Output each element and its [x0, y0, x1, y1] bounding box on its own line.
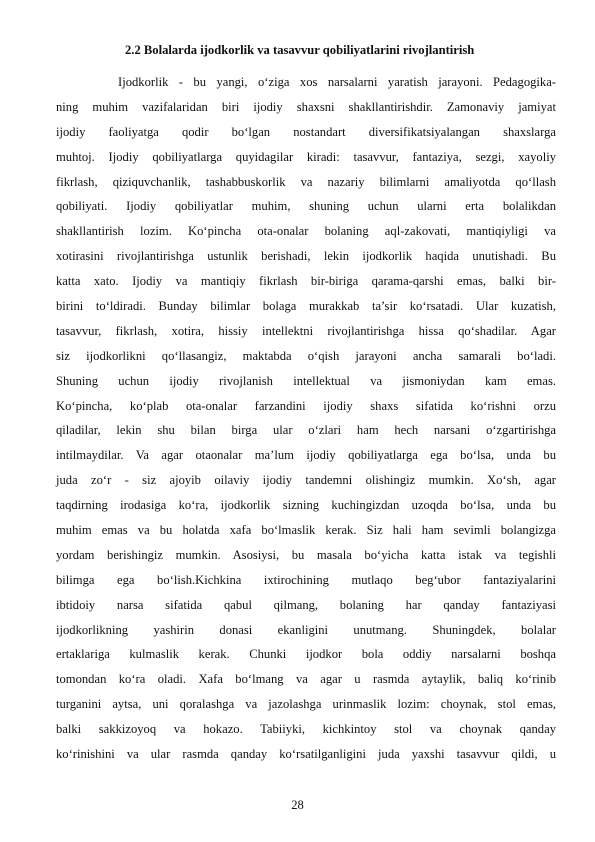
text-line: siz ijodkorlikni qo‘llasangiz, maktabda o‘qish jarayoni ancha samarali bo‘ladi. — [56, 348, 556, 363]
text-line: katta xato. Ijodiy va mantiqiy fikrlash bir-biriga qarama-qarshi emas, balki bir- — [56, 274, 556, 289]
text-line: bilimga ega bo‘lish.Kichkina ixtirochining mutlaqo beg‘ubor fantaziyalarini — [56, 572, 556, 587]
text-line: ijodkorlikning yashirin donasi ekanligini unutmang. Shuningdek, bolalar — [56, 622, 556, 637]
text-line: intilmaydilar. Va agar otaonalar ma’lum ijodiy qobiliyatlarga ega bo‘lsa, unda bu — [56, 448, 556, 463]
text-line: yordam berishingiz mumkin. Asosiysi, bu masala bo‘yicha katta istak va tegishli — [56, 547, 556, 562]
text-line: birini to‘ldiradi. Bunday bilimlar bolaga murakkab ta’sir ko‘rsatadi. Ular kuzatish, — [56, 299, 556, 314]
page-number: 28 — [291, 798, 304, 812]
body-text — [56, 70, 556, 767]
text-line: Ijodkorlik - bu yangi, o‘ziga xos narsalarni yaratish jarayoni. Pedagogika- — [118, 75, 556, 89]
text-line: turganini aytsa, uni qoralashga va jazolashga urinmaslik lozim: choynak, stol emas, — [56, 697, 556, 712]
text-line: ko‘rinishini va ular rasmda qanday ko‘rsatilganligini juda yaxshi tasavvur qildi, u — [56, 747, 556, 762]
text-line: fikrlash, qiziquvchanlik, tashabbuskorlik va nazariy bilimlarni amaliyotda qo‘llash — [56, 174, 556, 189]
text-line: shakllantirish lozim. Ko‘pincha ota-onalar bolaning aql-zakovati, mantiqiyligi va — [56, 224, 556, 239]
text-line: balki sakkizoyoq va hokazo. Tabiiyki, kichkintoy stol va choynak qanday — [56, 722, 556, 737]
text-line: juda zo‘r - siz ajoyib oilaviy ijodiy tandemni olishingiz mumkin. Xo‘sh, agar — [56, 473, 556, 488]
text-line: ijodiy faoliyatga qodir bo‘lgan nostandart diversifikatsiyalangan shaxslarga — [56, 124, 556, 139]
text-line: muhim emas va bu holatda xafa bo‘lmaslik kerak. Siz hali ham sevimli bolangizga — [56, 523, 556, 538]
text-line: ning muhim vazifalaridan biri ijodiy shaxsni shakllantirishdir. Zamonaviy jamiyat — [56, 99, 556, 114]
text-line: ibtidoiy narsa sifatida qabul qilmang, bolaning har qanday fantaziyasi — [56, 597, 556, 612]
text-line: taqdirning irodasiga ko‘ra, ijodkorlik sizning kuchingizdan uzoqda bo‘lsa, unda bu — [56, 498, 556, 513]
text-line: qiladilar, lekin shu bilan birga ular o‘zlari ham hech narsani o‘zgartirishga — [56, 423, 556, 438]
text-line: Shuning uchun ijodiy rivojlanish intellektual va jismoniydan kam emas. — [56, 373, 556, 388]
text-line: tomondan ko‘ra oladi. Xafa bo‘lmang va agar u rasmda aytaylik, baliq ko‘rinib — [56, 672, 556, 687]
text-line: tasavvur, fikrlash, xotira, hissiy intellektni rivojlantirishga hissa qo‘shadilar. Agar — [56, 323, 556, 338]
text-line: xotirasini rivojlantirishga ustunlik berishadi, lekin ijodkorlik haqida unutishadi. Bu — [56, 249, 556, 264]
text-line: ertaklariga kulmaslik kerak. Chunki ijodkor bola oddiy narsalarni boshqa — [56, 647, 556, 662]
text-line: qobiliyati. Ijodiy qobiliyatlar muhim, shuning uchun ularni erta bolalikdan — [56, 199, 556, 214]
section-heading: 2.2 Bolalarda ijodkorlik va tasavvur qobiliyatlarini rivojlantirish — [125, 43, 475, 57]
text-line: Ko‘pincha, ko‘plab ota-onalar farzandini ijodiy shaxs sifatida ko‘rishni orzu — [56, 398, 556, 413]
text-line: muhtoj. Ijodiy qobiliyatlarga quyidagilar kiradi: tasavvur, fantaziya, sezgi, xayoliy — [56, 149, 556, 164]
